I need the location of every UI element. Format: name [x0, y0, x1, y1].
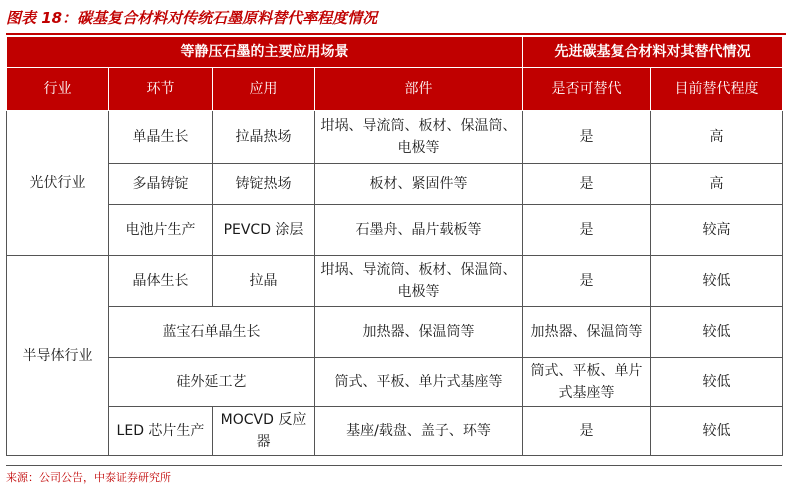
degree-cell: 较高 — [651, 205, 783, 256]
segment-cell: 蓝宝石单晶生长 — [109, 307, 315, 358]
parts-cell: 加热器、保温筒等 — [315, 307, 523, 358]
segment-cell: 硅外延工艺 — [109, 358, 315, 407]
segment-cell: LED 芯片生产 — [109, 407, 213, 456]
replaceable-cell: 是 — [523, 111, 651, 164]
figure-title: 图表 18：碳基复合材料对传统石墨原料替代率程度情况 — [6, 9, 378, 27]
application-cell: MOCVD 反应器 — [213, 407, 315, 456]
group-header-graphite-applications: 等静压石墨的主要应用场景 — [7, 37, 523, 68]
column-header-segment: 环节 — [109, 68, 213, 111]
group-header-substitution: 先进碳基复合材料对其替代情况 — [523, 37, 783, 68]
parts-cell: 坩埚、导流筒、板材、保温筒、电极等 — [315, 111, 523, 164]
source-note: 来源：公司公告，中泰证券研究所 — [6, 471, 171, 484]
title-divider — [6, 33, 786, 35]
table-row — [7, 407, 783, 456]
parts-cell: 基座/载盘、盖子、环等 — [315, 407, 523, 456]
parts-cell: 板材、紧固件等 — [315, 164, 523, 205]
degree-cell: 较低 — [651, 256, 783, 307]
table-row — [7, 358, 783, 407]
column-header-replaceable: 是否可替代 — [523, 68, 651, 111]
degree-cell: 较低 — [651, 307, 783, 358]
segment-cell: 单晶生长 — [109, 111, 213, 164]
replaceable-cell: 筒式、平板、单片式基座等 — [523, 358, 651, 407]
degree-cell: 较低 — [651, 358, 783, 407]
degree-cell: 高 — [651, 164, 783, 205]
segment-cell: 晶体生长 — [109, 256, 213, 307]
column-header-application: 应用 — [213, 68, 315, 111]
application-cell: 铸锭热场 — [213, 164, 315, 205]
table-row — [7, 205, 783, 256]
table-row — [7, 111, 783, 164]
application-cell: 拉晶 — [213, 256, 315, 307]
degree-cell: 高 — [651, 111, 783, 164]
replaceable-cell: 是 — [523, 205, 651, 256]
table-row — [7, 256, 783, 307]
replaceable-cell: 是 — [523, 256, 651, 307]
column-header-parts: 部件 — [315, 68, 523, 111]
industry-cell: 半导体行业 — [7, 256, 109, 456]
replaceable-cell: 加热器、保温筒等 — [523, 307, 651, 358]
application-cell: 拉晶热场 — [213, 111, 315, 164]
substitution-table — [6, 36, 783, 456]
replaceable-cell: 是 — [523, 164, 651, 205]
column-header-industry: 行业 — [7, 68, 109, 111]
industry-cell: 光伏行业 — [7, 111, 109, 256]
parts-cell: 石墨舟、晶片载板等 — [315, 205, 523, 256]
parts-cell: 坩埚、导流筒、板材、保温筒、电极等 — [315, 256, 523, 307]
parts-cell: 筒式、平板、单片式基座等 — [315, 358, 523, 407]
segment-cell: 电池片生产 — [109, 205, 213, 256]
segment-cell: 多晶铸锭 — [109, 164, 213, 205]
replaceable-cell: 是 — [523, 407, 651, 456]
table-row — [7, 307, 783, 358]
table-bottom-rule — [6, 465, 782, 466]
table-row — [7, 164, 783, 205]
degree-cell: 较低 — [651, 407, 783, 456]
application-cell: PEVCD 涂层 — [213, 205, 315, 256]
column-header-degree: 目前替代程度 — [651, 68, 783, 111]
